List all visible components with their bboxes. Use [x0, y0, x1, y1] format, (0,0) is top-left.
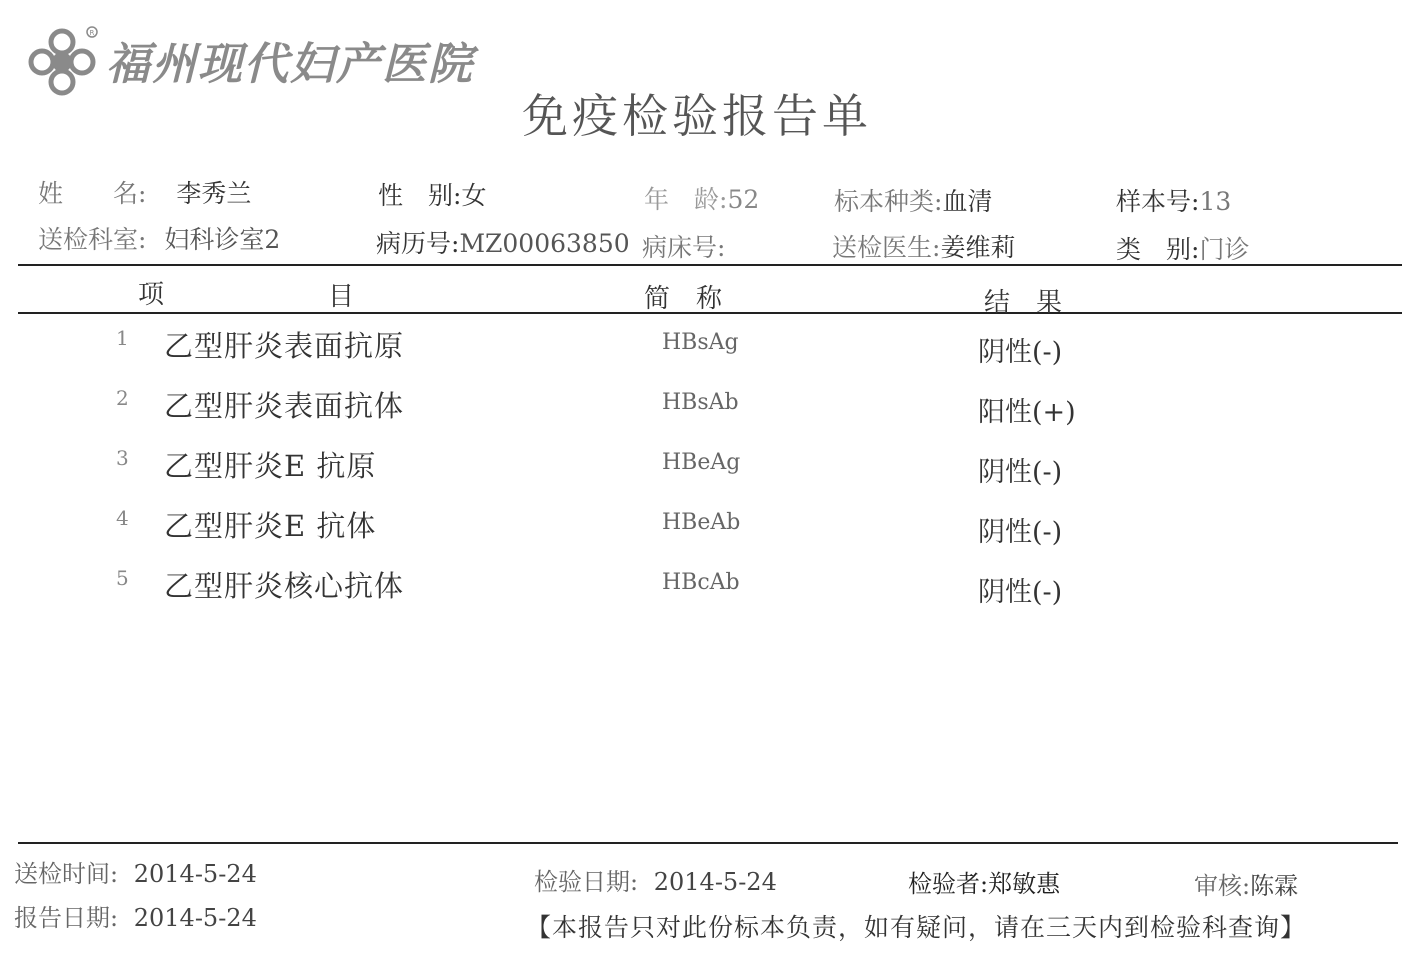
column-header-item-a: 项 [138, 280, 165, 310]
test-abbreviation: HBeAg [662, 450, 741, 475]
row-number: 3 [116, 446, 129, 470]
department-field [38, 220, 280, 256]
test-result: 阳性(+) [978, 397, 1076, 428]
age-field [644, 180, 759, 216]
row-number: 4 [116, 506, 129, 530]
test-item-name: 乙型肝炎表面抗体 [164, 389, 405, 423]
report-date-value: 2014-5-24 [133, 904, 257, 932]
column-header-abbreviation: 简 称 [644, 284, 723, 314]
footer-rule [18, 842, 1398, 844]
department-label: 送检科室: [38, 225, 147, 254]
report-date-field [14, 898, 257, 933]
row-number: 2 [116, 386, 129, 410]
sample-number-label: 样本号: [1116, 187, 1200, 216]
category-label: 类 别: [1116, 235, 1200, 264]
category-value: 门诊 [1199, 235, 1250, 264]
row-number: 1 [116, 326, 129, 350]
submit-time-value: 2014-5-24 [133, 860, 257, 888]
gender-field [378, 176, 486, 212]
gender-label: 性 别: [378, 181, 462, 210]
sample-number-field [1116, 182, 1231, 218]
specimen-type-value: 血清 [942, 187, 993, 216]
reviewer-label: 审核: [1194, 872, 1251, 900]
report-title: 免疫检验报告单 [522, 89, 872, 143]
test-result: 阴性(-) [978, 577, 1063, 608]
test-date-field [534, 862, 777, 897]
report-date-label: 报告日期: [14, 904, 119, 932]
table-top-rule [18, 264, 1402, 266]
test-result: 阴性(-) [978, 517, 1063, 548]
tester-label: 检验者: [908, 870, 989, 898]
gender-value: 女 [461, 181, 487, 210]
column-header-result: 结 果 [984, 288, 1063, 318]
bed-number-field [642, 228, 725, 264]
age-label: 年 龄: [644, 185, 728, 214]
test-result: 阴性(-) [978, 337, 1063, 368]
test-date-value: 2014-5-24 [653, 868, 777, 896]
reviewer-field [1194, 866, 1298, 901]
department-value: 妇科诊室2 [164, 225, 281, 254]
disclaimer-notice: 【本报告只对此份标本负责，如有疑问，请在三天内到检验科查询】 [526, 913, 1307, 942]
test-date-label: 检验日期: [534, 868, 639, 896]
age-value: 52 [727, 185, 760, 214]
test-item-name: 乙型肝炎核心抗体 [164, 569, 405, 603]
bed-number-label: 病床号: [642, 233, 726, 262]
flower-logo-icon [26, 26, 98, 98]
test-abbreviation: HBsAg [662, 330, 739, 355]
doctor-label: 送检医生: [832, 233, 941, 262]
patient-name-value: 李秀兰 [176, 179, 252, 208]
record-number-value: MZ00063850 [459, 229, 630, 258]
submit-time-label: 送检时间: [14, 860, 119, 888]
reviewer-value: 陈霖 [1250, 872, 1299, 900]
record-number-label: 病历号: [376, 229, 460, 258]
hospital-name: 福州现代妇产医院 [106, 39, 474, 90]
test-item-name: 乙型肝炎E 抗原 [164, 449, 377, 483]
record-number-field [376, 224, 630, 260]
patient-name-label: 姓 名: [38, 179, 147, 208]
specimen-type-field [834, 182, 992, 218]
test-item-name: 乙型肝炎表面抗原 [164, 329, 405, 363]
column-header-item-b: 目 [328, 282, 355, 312]
sample-number-value: 13 [1199, 187, 1232, 216]
doctor-value: 姜维莉 [940, 233, 1016, 262]
tester-value: 郑敏惠 [988, 870, 1061, 898]
category-field [1116, 230, 1249, 266]
test-abbreviation: HBcAb [662, 570, 740, 595]
patient-name-field [38, 174, 251, 210]
test-item-name: 乙型肝炎E 抗体 [164, 509, 377, 543]
doctor-field [832, 228, 1015, 264]
row-number: 5 [116, 566, 129, 590]
test-result: 阴性(-) [978, 457, 1063, 488]
submit-time-field [14, 854, 257, 889]
test-abbreviation: HBeAb [662, 510, 741, 535]
test-abbreviation: HBsAb [662, 390, 739, 415]
svg-text:R: R [89, 29, 95, 37]
specimen-type-label: 标本种类: [834, 187, 943, 216]
tester-field [908, 864, 1060, 899]
